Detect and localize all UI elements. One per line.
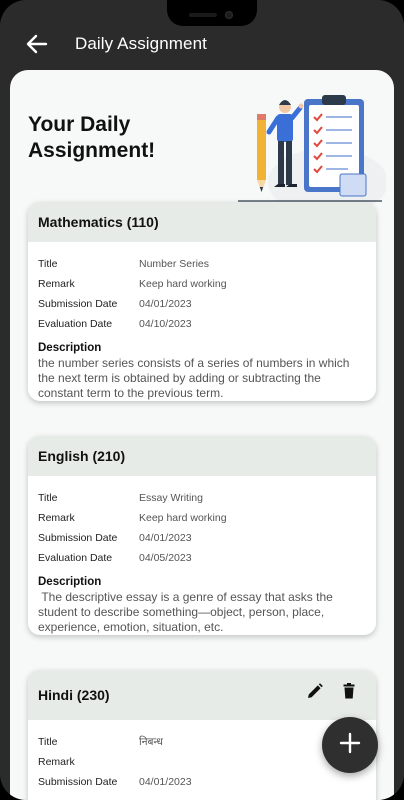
hero-heading-line1: Your Daily <box>28 113 131 136</box>
submission-date-row <box>38 772 366 792</box>
assignment-illustration <box>236 90 386 208</box>
delete-trash-icon[interactable] <box>340 682 358 700</box>
card-header <box>28 670 376 720</box>
card-actions <box>306 682 358 700</box>
title-value: Essay Writing <box>139 492 203 504</box>
submission-date-value: 04/01/2023 <box>139 532 192 544</box>
hero-heading-line2: Assignment! <box>28 139 156 162</box>
remark-value: Keep hard working <box>139 278 227 290</box>
submission-date-label: Submission Date <box>38 776 118 788</box>
title-value: Number Series <box>139 258 210 270</box>
app-bar <box>0 18 404 70</box>
remark-value: Keep hard working <box>139 512 227 524</box>
card-body <box>28 476 376 635</box>
page-title: Daily Assignment <box>75 34 207 53</box>
title-row <box>38 254 366 274</box>
submission-date-row <box>38 528 366 548</box>
evaluation-date-value: 04/05/2023 <box>139 552 192 564</box>
submission-date-value: 04/01/2023 <box>139 298 192 310</box>
main-content[interactable] <box>10 70 394 800</box>
description-label: Description <box>38 576 102 588</box>
title-label: Title <box>38 736 58 748</box>
description-text: The descriptive essay is a genre of essay that asks the student to describe something—object, person, place, experience, emotion, situation, etc. <box>38 590 337 634</box>
add-assignment-button[interactable] <box>322 717 378 773</box>
remark-label: Remark <box>38 756 75 768</box>
title-row <box>38 732 366 752</box>
plus-icon <box>339 732 361 759</box>
card-header: English (210) <box>28 436 376 476</box>
card-subject: Hindi (230) <box>38 687 110 703</box>
description-label: Description <box>38 342 102 354</box>
assignment-card[interactable] <box>28 436 376 635</box>
edit-pencil-icon[interactable] <box>306 682 324 700</box>
evaluation-date-row <box>38 314 366 334</box>
hero-heading <box>28 112 155 164</box>
title-label: Title <box>38 492 58 504</box>
evaluation-date-value: 04/10/2023 <box>139 318 192 330</box>
title-label: Title <box>38 258 58 270</box>
title-value: निबन्ध <box>139 736 163 748</box>
remark-row <box>38 274 366 294</box>
back-arrow-icon[interactable] <box>24 32 50 56</box>
remark-label: Remark <box>38 278 75 290</box>
speaker-slit <box>189 13 217 17</box>
remark-label: Remark <box>38 512 75 524</box>
remark-row <box>38 508 366 528</box>
submission-date-label: Submission Date <box>38 298 118 310</box>
remark-row <box>38 752 366 772</box>
assignment-card[interactable] <box>28 202 376 401</box>
evaluation-date-row <box>38 548 366 568</box>
evaluation-date-label: Evaluation Date <box>38 318 113 330</box>
submission-date-value: 04/01/2023 <box>139 776 192 788</box>
card-header: Mathematics (110) <box>28 202 376 242</box>
card-body <box>28 242 376 401</box>
title-row <box>38 488 366 508</box>
evaluation-date-label: Evaluation Date <box>38 552 113 564</box>
submission-date-label: Submission Date <box>38 532 118 544</box>
submission-date-row <box>38 294 366 314</box>
description-text: the number series consists of a series of numbers in which the next term is obtained by adding or subtracting the constant term to the previous term. <box>38 356 350 400</box>
